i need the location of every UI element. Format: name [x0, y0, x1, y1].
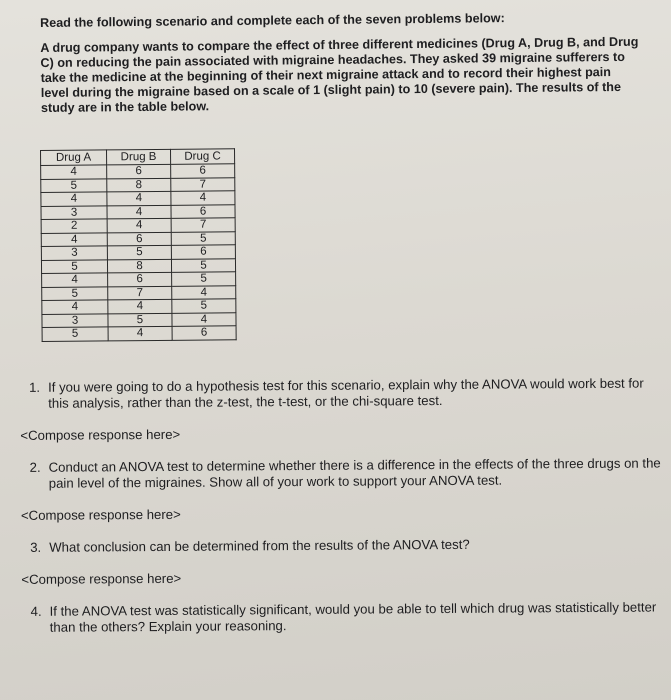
table-row: [42, 326, 236, 341]
question-number: 4.: [30, 603, 42, 619]
table-cell: 5: [172, 272, 236, 286]
table-cell: 8: [107, 178, 171, 192]
question-number: 1.: [28, 379, 41, 395]
table-cell: 4: [108, 326, 172, 340]
response-placeholder: <Compose response here>: [20, 426, 181, 443]
table-cell: 6: [108, 272, 172, 286]
table-cell: 6: [172, 326, 236, 340]
table-cell: 3: [41, 246, 107, 260]
table-cell: 4: [42, 273, 108, 287]
table-cell: 3: [41, 205, 107, 219]
table-cell: 4: [108, 299, 172, 313]
table-cell: 4: [107, 218, 171, 232]
header-drug-a: Drug A: [41, 150, 107, 166]
table-cell: 5: [172, 299, 236, 313]
table-row: [41, 204, 235, 219]
table-cell: 5: [42, 286, 108, 300]
instructions-rest: the following scenario and complete each of the seven problems below:: [74, 11, 505, 30]
table-body: [41, 164, 237, 341]
table-row: [41, 218, 235, 233]
table-cell: 7: [171, 218, 235, 232]
question-1: [14, 375, 664, 444]
question-text: If the ANOVA test was statistically significant, would you be able to tell which drug was statistically better than the others? Explain your reasoning.: [49, 599, 657, 635]
table-cell: 8: [107, 259, 171, 273]
table-cell: 6: [171, 164, 235, 178]
table-row: [41, 177, 235, 192]
response-placeholder: <Compose response here>: [20, 506, 181, 523]
table-row: [42, 299, 236, 314]
table-cell: 4: [41, 192, 107, 206]
table-cell: 6: [171, 245, 235, 259]
table-cell: 4: [107, 191, 171, 205]
header-drug-c: Drug C: [170, 149, 234, 165]
table-cell: 4: [107, 205, 171, 219]
question-text: What conclusion can be determined from the results of the ANOVA test?: [49, 536, 470, 555]
table-row: [42, 312, 236, 327]
question-4: [16, 599, 666, 636]
header-drug-b: Drug B: [107, 149, 171, 165]
question-text: Conduct an ANOVA test to determine whether there is a difference in the effects of the three drugs on the pain level of the migraines. Show all of your work to support your ANOVA test.: [48, 455, 661, 491]
intro-section: [40, 10, 641, 116]
table-cell: 5: [41, 178, 107, 192]
response-placeholder: <Compose response here>: [21, 570, 182, 587]
table-row: [41, 231, 235, 246]
table-row: [42, 272, 236, 287]
table-cell: 5: [108, 313, 172, 327]
table-cell: 4: [41, 232, 107, 246]
table-row: [42, 285, 236, 300]
table-cell: 4: [41, 165, 107, 179]
table-row: [41, 191, 235, 206]
table-cell: 6: [171, 204, 235, 218]
question-text: If you were going to do a hypothesis test for this scenario, explain why the ANOVA would work best for this analysis, rather than the z-test, the t-test, or the chi-square test.: [47, 375, 644, 411]
scenario-text: A drug company wants to compare the effect of three different medicines (Drug A, Drug B, and Drug C) on reducing the pain associated with migraine headaches. They asked 39 migraine sufferers to take the medicine at the beginning of their next migraine attack and to record their highest pain level during the migraine based on a scale of 1 (slight pain) to 10 (severe pain). The results of the study are in the table below.: [40, 34, 639, 115]
table-cell: 5: [41, 259, 107, 273]
table-cell: 6: [107, 232, 171, 246]
question-number: 2.: [29, 459, 41, 475]
table-cell: 4: [172, 312, 236, 326]
table-cell: 6: [107, 164, 171, 178]
table-row: [41, 258, 235, 273]
table-cell: 3: [42, 313, 108, 327]
questions-list: [14, 375, 666, 636]
table-row: [41, 245, 235, 260]
instructions: [40, 10, 640, 31]
table-cell: 7: [108, 286, 172, 300]
table-cell: 7: [171, 177, 235, 191]
table-cell: 5: [42, 327, 108, 341]
table-cell: 5: [171, 231, 235, 245]
table-row: [41, 164, 235, 179]
drug-pain-table: [40, 148, 237, 341]
table-cell: 5: [107, 245, 171, 259]
question-3: [15, 535, 665, 588]
question-number: 3.: [30, 539, 42, 555]
question-2: [15, 455, 665, 524]
table-cell: 4: [171, 191, 235, 205]
table-header-row: [41, 149, 235, 166]
instructions-bold: Read: [40, 15, 71, 30]
table-cell: 2: [41, 219, 107, 233]
table-cell: 5: [171, 258, 235, 272]
table-cell: 4: [42, 300, 108, 314]
table-cell: 4: [172, 285, 236, 299]
